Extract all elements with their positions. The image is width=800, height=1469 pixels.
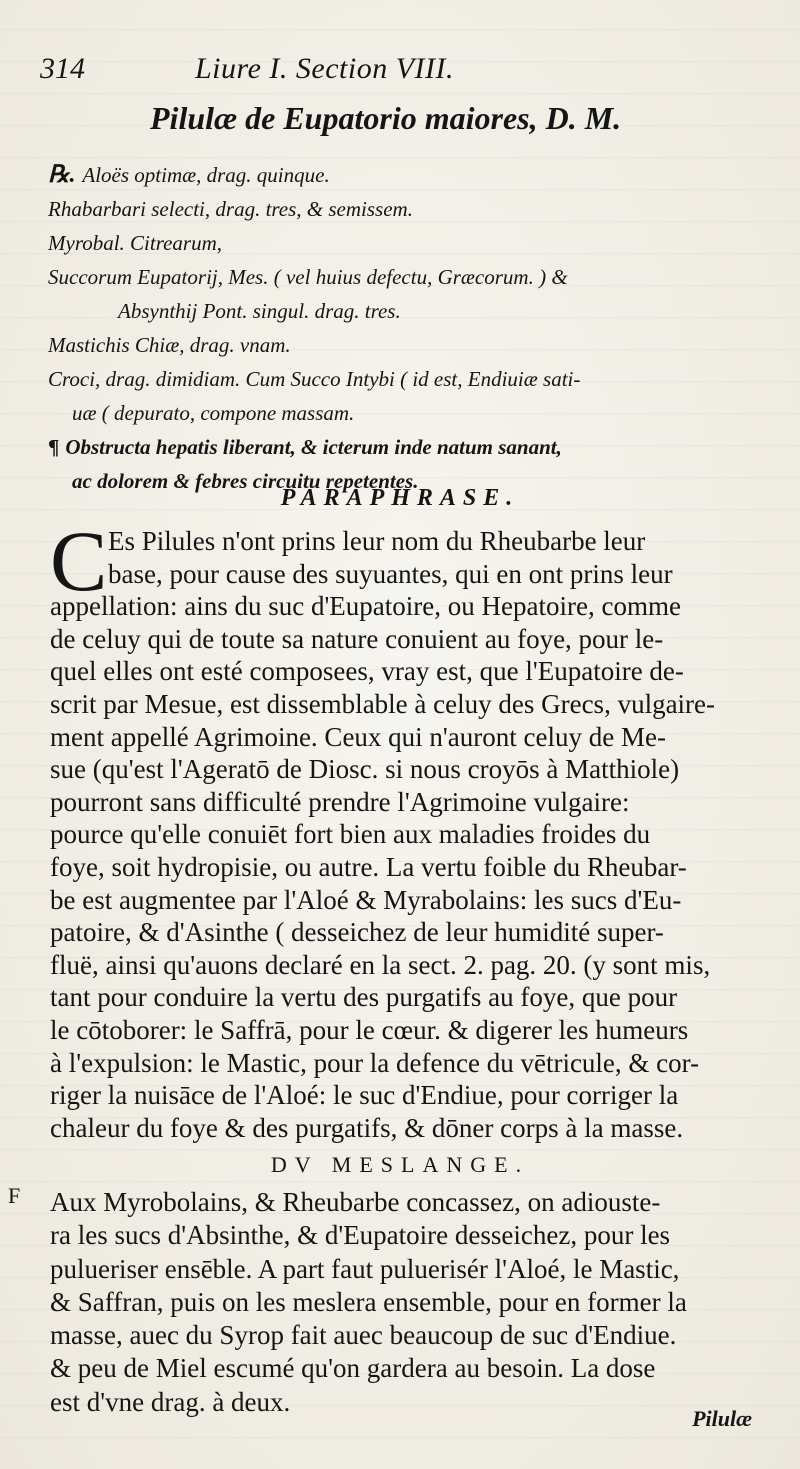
- ingredient-line: uæ ( depurato, compone massam.: [72, 401, 355, 425]
- ingredient-line: Mastichis Chiæ, drag. vnam.: [48, 333, 291, 357]
- paragraph-line: de celuy qui de toute sa nature conuient au foye, pour le-: [50, 623, 664, 654]
- ingredient-line: Rhabarbari selecti, drag. tres, & semissem.: [48, 197, 413, 221]
- paragraph-line: scrit par Mesue, est dissemblable à celuy des Grecs, vulgaire-: [50, 688, 716, 719]
- paragraph-line: appellation: ains du suc d'Eupatoire, ou Hepatoire, comme: [50, 591, 681, 622]
- page-number: 314: [40, 52, 85, 85]
- paragraph-line: Es Pilules n'ont prins leur nom du Rheubarbe leur: [108, 526, 646, 556]
- paragraph-line: pource qu'elle conuiēt fort bien aux maladies froides du: [50, 819, 651, 850]
- catchword: Pilulæ: [692, 1406, 752, 1431]
- paragraph-line: chaleur du foye & des purgatifs, & dōner corps à la masse.: [50, 1112, 684, 1143]
- running-head: Liure I. Section VIII.: [195, 52, 454, 85]
- ingredient-line: Absynthij Pont. singul. drag. tres.: [118, 299, 401, 323]
- paraphrase-body: [50, 513, 770, 1144]
- paragraph-line: masse, auec du Syrop fait auec beaucoup de suc d'Endiue.: [50, 1320, 677, 1351]
- ingredient-line: Succorum Eupatorij, Mes. ( vel huius defectu, Græcorum. ) &: [48, 265, 568, 289]
- paragraph-line: tant pour conduire la vertu des purgatifs au foye, que pour: [50, 982, 678, 1013]
- paragraph-line: & Saffran, puis on les meslera ensemble, pour en former la: [50, 1286, 687, 1317]
- paragraph-line: fluë, ainsi qu'auons declaré en la sect. 2. pag. 20. (y sont mis,: [50, 949, 711, 980]
- paragraph-line: pourront sans difficulté prendre l'Agrimoine vulgaire:: [50, 786, 630, 817]
- recipe-ingredients: [48, 158, 778, 498]
- ingredient-line: ℞. Aloës optimæ, drag. quinque.: [48, 162, 330, 188]
- paragraph-line: base, pour cause des suyuantes, qui en ont prins leur: [108, 558, 673, 589]
- paragraph-line: pulueriser ensēble. A part faut puluerisér l'Aloé, le Mastic,: [50, 1253, 680, 1284]
- paraphrase-heading: PARAPHRASE.: [280, 485, 520, 511]
- paragraph-line: patoire, & d'Asinthe ( desseichez de leur humidité super-: [50, 917, 664, 948]
- recipe-symbol: ℞.: [48, 162, 76, 188]
- paragraph-line: be est augmentee par l'Aloé & Myrabolains: les sucs d'Eu-: [50, 884, 682, 915]
- paragraph-line: riger la nuisāce de l'Aloé: le suc d'Endiue, pour corriger la: [50, 1080, 679, 1111]
- paragraph-line: & peu de Miel escumé qu'on gardera au besoin. La dose: [50, 1353, 656, 1384]
- paragraph-line: sue (qu'est l'Ageratō de Diosc. si nous croyōs à Matthiole): [50, 754, 680, 785]
- paragraph-line: est d'vne drag. à deux.: [50, 1386, 291, 1417]
- paragraph-line: foye, soit hydropisie, ou autre. La vertu foible du Rheubar-: [50, 851, 687, 882]
- paragraph-line: ment appellé Agrimoine. Ceux qui n'auront celuy de Me-: [50, 721, 666, 752]
- ingredient-line: Myrobal. Citrearum,: [48, 231, 223, 255]
- virtue-line: ¶ Obstructa hepatis liberant, & icterum inde natum sanant,: [48, 435, 562, 459]
- virtue-line: ac dolorem & febres circuitu repetentes.: [72, 469, 419, 493]
- ingredient-line: Croci, drag. dimidiam. Cum Succo Intybi ( id est, Endiuiæ sati-: [48, 367, 581, 391]
- paragraph-line: Aux Myrobolains, & Rheubarbe concassez, on adiouste-: [50, 1187, 661, 1217]
- recipe-title: Pilulæ de Eupatorio maiores, D. M.: [150, 100, 622, 136]
- pilcrow-mark: ¶: [48, 435, 60, 459]
- page-header: [40, 52, 600, 96]
- paragraph-line: quel elles ont esté composees, vray est, que l'Eupatoire de-: [50, 656, 684, 687]
- meslange-body: [50, 1186, 770, 1419]
- paragraph-line: ra les sucs d'Absinthe, & d'Eupatoire desseichez, pour les: [50, 1220, 671, 1251]
- paragraph-line: le cōtoborer: le Saffrā, pour le cœur. & digerer les humeurs: [50, 1014, 689, 1045]
- meslange-heading: DV MESLANGE.: [270, 1152, 530, 1177]
- paragraph-line: à l'expulsion: le Mastic, pour la defence du vētricule, & cor-: [50, 1047, 700, 1078]
- drop-cap: C: [50, 513, 108, 609]
- margin-mark: F: [8, 1183, 21, 1208]
